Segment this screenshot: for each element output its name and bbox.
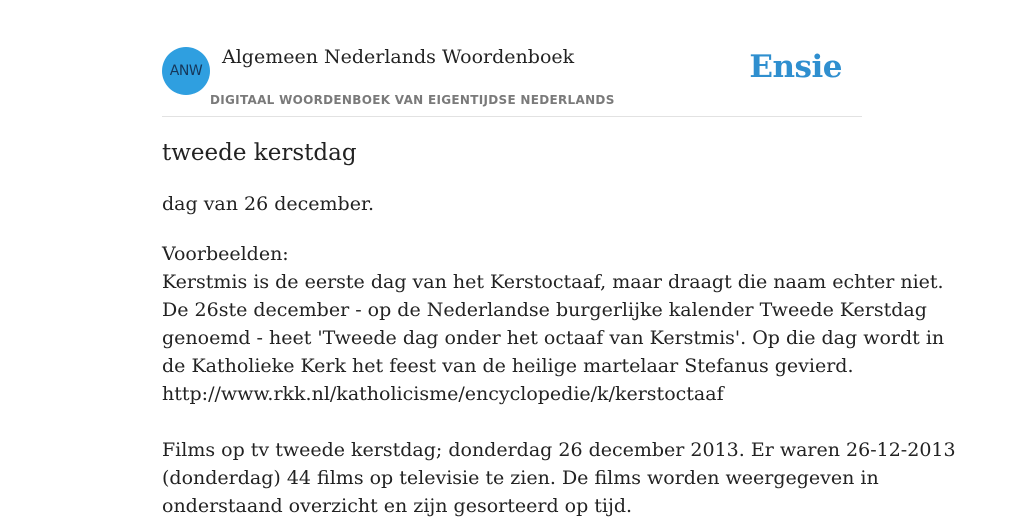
example-line: onderstaand overzicht en zijn gesorteerd op tijd. — [162, 495, 633, 517]
example-line: de Katholieke Kerk het feest van de heilige martelaar Stefanus gevierd. — [162, 355, 854, 377]
page — [162, 0, 956, 517]
anw-logo[interactable] — [162, 47, 210, 95]
examples-label: Voorbeelden: — [162, 243, 289, 265]
site-header — [162, 0, 862, 117]
example-line: Films op tv tweede kerstdag; donderdag 26 december 2013. Er waren 26-12-2013 — [162, 439, 956, 461]
entry-title: tweede kerstdag — [162, 140, 357, 166]
example-line: Kerstmis is de eerste dag van het Kerstoctaaf, maar draagt die naam echter niet. — [162, 271, 944, 293]
ensie-logo[interactable]: Ensie — [749, 49, 842, 85]
example-line: (donderdag) 44 films op televisie te zien. De films worden weergegeven in — [162, 467, 879, 489]
site-subtitle: DIGITAAL WOORDENBOEK VAN EIGENTIJDSE NEDERLANDS — [210, 93, 615, 107]
example-line: genoemd - heet 'Tweede dag onder het octaaf van Kerstmis'. Op die dag wordt in — [162, 327, 945, 349]
example-line: De 26ste december - op de Nederlandse burgerlijke kalender Tweede Kerstdag — [162, 299, 927, 321]
example-source-url: http://www.rkk.nl/katholicisme/encyclopedie/k/kerstoctaaf — [162, 383, 724, 405]
site-title[interactable]: Algemeen Nederlands Woordenboek — [222, 46, 575, 68]
logo-text: ANW — [169, 63, 203, 79]
paragraph-spacer — [162, 408, 862, 436]
examples-section — [162, 240, 956, 520]
entry-definition: dag van 26 december. — [162, 193, 374, 215]
